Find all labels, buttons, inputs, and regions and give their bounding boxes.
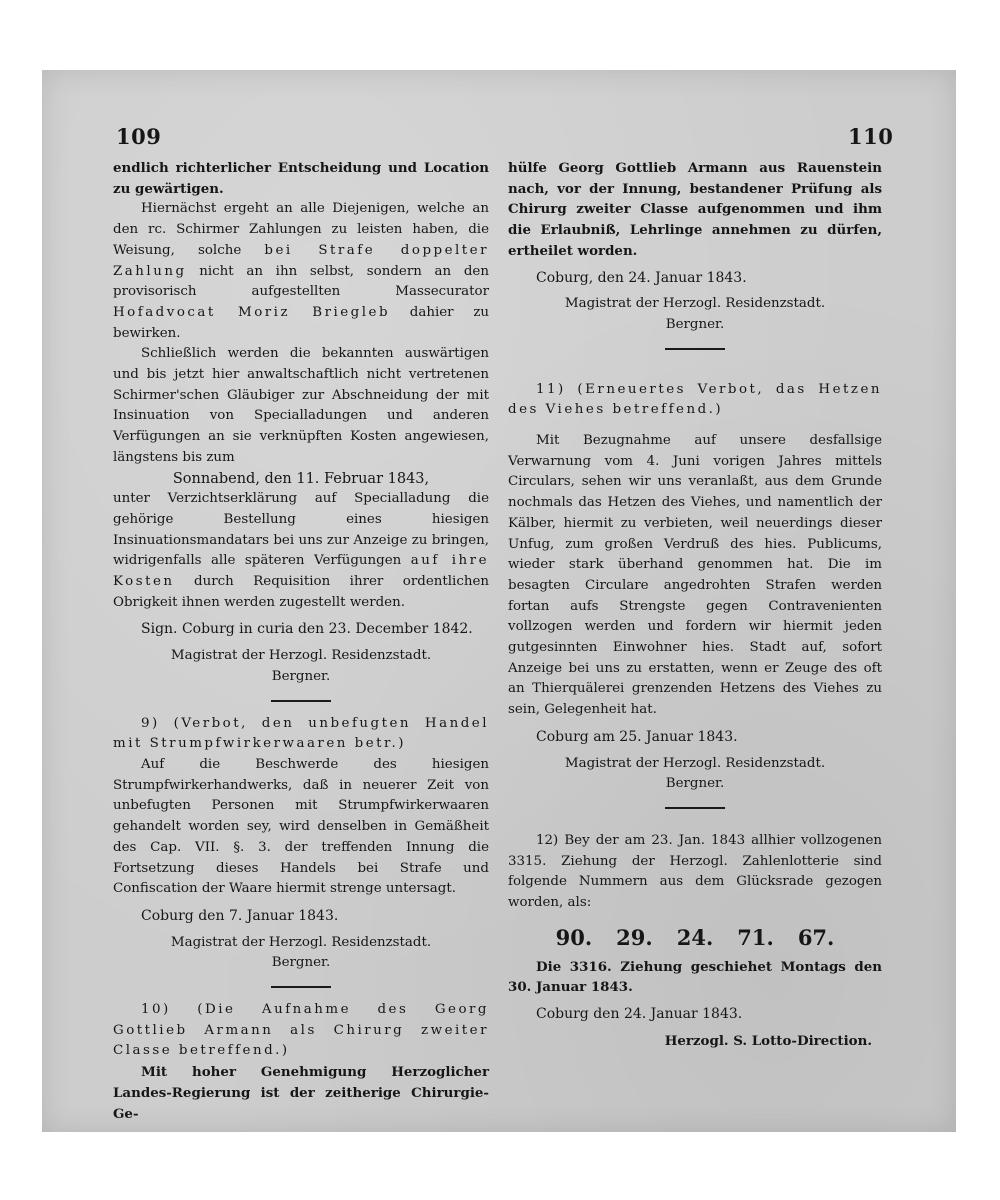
item-10-text: Mit hoher Genehmigung Herzoglicher Landes-Regierung ist der zeitherige Chirurgie-Ge- <box>113 1064 489 1122</box>
spaced-emphasis: Hofadvocat Moriz Briegleb <box>113 304 391 320</box>
next-draw-notice: Die 3316. Ziehung geschiehet Montags den 30. Januar 1843. <box>508 958 882 996</box>
item-10-continuation: hülfe Georg Gottlieb Armann aus Rauenstein nach, vor der Innung, bestandener Prüfung als Chirurg zweiter Classe aufgenommen und ihm die Erlaubniß, Lehrlinge annehmen zu dürfen, ertheilet worden. <box>508 160 882 259</box>
page-number-right: 110 <box>848 124 894 149</box>
signatory-name: Bergner. <box>665 776 725 792</box>
lottery-number: 71. <box>737 924 774 950</box>
lotto-direction-signature: Herzogl. S. Lotto-Direction. <box>664 1032 872 1049</box>
spaced-emphasis: auf ihre Kosten <box>113 553 489 590</box>
lottery-number: 29. <box>616 924 653 950</box>
magistrat-signature: Magistrat der Herzogl. Residenzstadt. <box>170 934 432 950</box>
date-line: Coburg, den 24. Januar 1843. <box>536 269 747 286</box>
lottery-numbers <box>508 924 882 950</box>
date-line: Coburg den 24. Januar 1843. <box>536 1005 743 1022</box>
right-column <box>508 158 882 1051</box>
signatory-name: Bergner. <box>271 668 331 684</box>
section-divider <box>271 986 331 988</box>
text-run: unter Verzichtserklärung auf Specialladung die gehörige Bestellung eines hiesigen Insinuationsmandatars bei uns zur Anzeige zu bringen, widrigenfalls alle späteren Verfügungen <box>113 491 489 569</box>
signatory-name: Bergner. <box>665 316 725 332</box>
lottery-number: 67. <box>797 924 835 950</box>
paragraph-special-summons <box>113 489 489 613</box>
item-9-heading: 9) (Verbot, den unbefugten Handel mit Strumpfwirkerwaaren betr.) <box>113 715 489 752</box>
section-divider <box>665 807 725 809</box>
signed-date-line: Sign. Coburg in curia den 23. December 1842. <box>141 621 473 638</box>
text-run: dahier zu bewirken. <box>113 304 489 341</box>
deadline-date: Sonnabend, den 11. Februar 1843, <box>172 470 430 487</box>
lottery-number: 24. <box>676 924 714 950</box>
item-11-heading: 11) (Erneuertes Verbot, das Hetzen des Viehes betreffend.) <box>508 381 882 418</box>
scanned-page <box>42 70 956 1132</box>
item-12-text: 12) Bey der am 23. Jan. 1843 allhier vollzogenen 3315. Ziehung der Herzogl. Zahlenlotterie sind folgende Nummern aus dem Glücksrade gezogen worden, als: <box>508 832 882 911</box>
date-line: Coburg den 7. Januar 1843. <box>141 907 339 924</box>
item-10-heading: 10) (Die Aufnahme des Georg Gottlieb Armann als Chirurg zweiter Classe betreffend.) <box>113 1002 489 1059</box>
magistrat-signature: Magistrat der Herzogl. Residenzstadt. <box>564 755 826 771</box>
section-divider <box>271 700 331 702</box>
paragraph-location: endlich richterlicher Entscheidung und Location zu gewärtigen. <box>113 160 489 197</box>
signatory-name: Bergner. <box>271 955 331 971</box>
text-run: durch Requisition ihrer ordentlichen Obrigkeit ihnen werden zugestellt werden. <box>113 574 489 610</box>
page-number-left: 109 <box>116 124 162 149</box>
date-line: Coburg am 25. Januar 1843. <box>536 728 738 745</box>
text-run: Hiernächst ergeht an alle Diejenigen, welche an den rc. Schirmer Zahlungen zu leisten haben, die Weisung, solche <box>113 201 489 258</box>
magistrat-signature: Magistrat der Herzogl. Residenzstadt. <box>564 296 826 312</box>
lottery-number: 90. <box>555 924 593 950</box>
paragraph-payment-instruction <box>113 199 489 344</box>
section-divider <box>665 348 725 350</box>
spaced-emphasis: bei Strafe doppelter Zahlung <box>113 242 489 279</box>
item-11-text: Mit Bezugnahme auf unsere desfallsige Verwarnung vom 4. Juni vorigen Jahres mittels Circulars, sehen wir uns veranlaßt, aus dem Grunde nochmals das Hetzen des Viehes, und namentlich der Kälber, hiermit zu verbieten, weil neuerdings dieser Unfug, zum großen Verdruß des hies. Publicums, wieder stark überhand genommen hat. Die im besagten Circulare angedrohten Strafen werden fortan aufs Strengste gegen Contravenienten vollzogen werden und fordern wir hiermit jeden gutgesinnten Einwohner hies. Stadt auf, sofort Anzeige bei uns zu erstatten, wenn er Zeuge des oft an Thierquälerei grenzenden Hetzens des Viehes zu sein, Gelegenheit hat. <box>508 433 882 718</box>
paragraph-creditors: Schließlich werden die bekannten auswärtigen und bis jetzt hier anwaltschaftlich nicht vertretenen Schirmer'schen Gläubiger zur Abschneidung der mit Insinuation von Specialladungen und anderen Verfügungen an sie verknüpften Kosten angewiesen, längstens bis zum <box>113 346 489 465</box>
item-9-text: Auf die Beschwerde des hiesigen Strumpfwirkerhandwerks, daß in neuerer Zeit von unbefugten Personen mit Strumpfwirkerwaaren gehandelt worden sey, wird denselben in Gemäßheit des Cap. VII. §. 3. der treffenden Innung die Fortsetzung dieses Handels bei Strafe und Confiscation der Waare hiermit strenge untersagt. <box>113 756 489 897</box>
text-run: nicht an ihn selbst, sondern an den provisorisch aufgestellten Massecurator <box>113 263 489 300</box>
left-column <box>113 158 489 1124</box>
magistrat-signature: Magistrat der Herzogl. Residenzstadt. <box>170 648 432 664</box>
